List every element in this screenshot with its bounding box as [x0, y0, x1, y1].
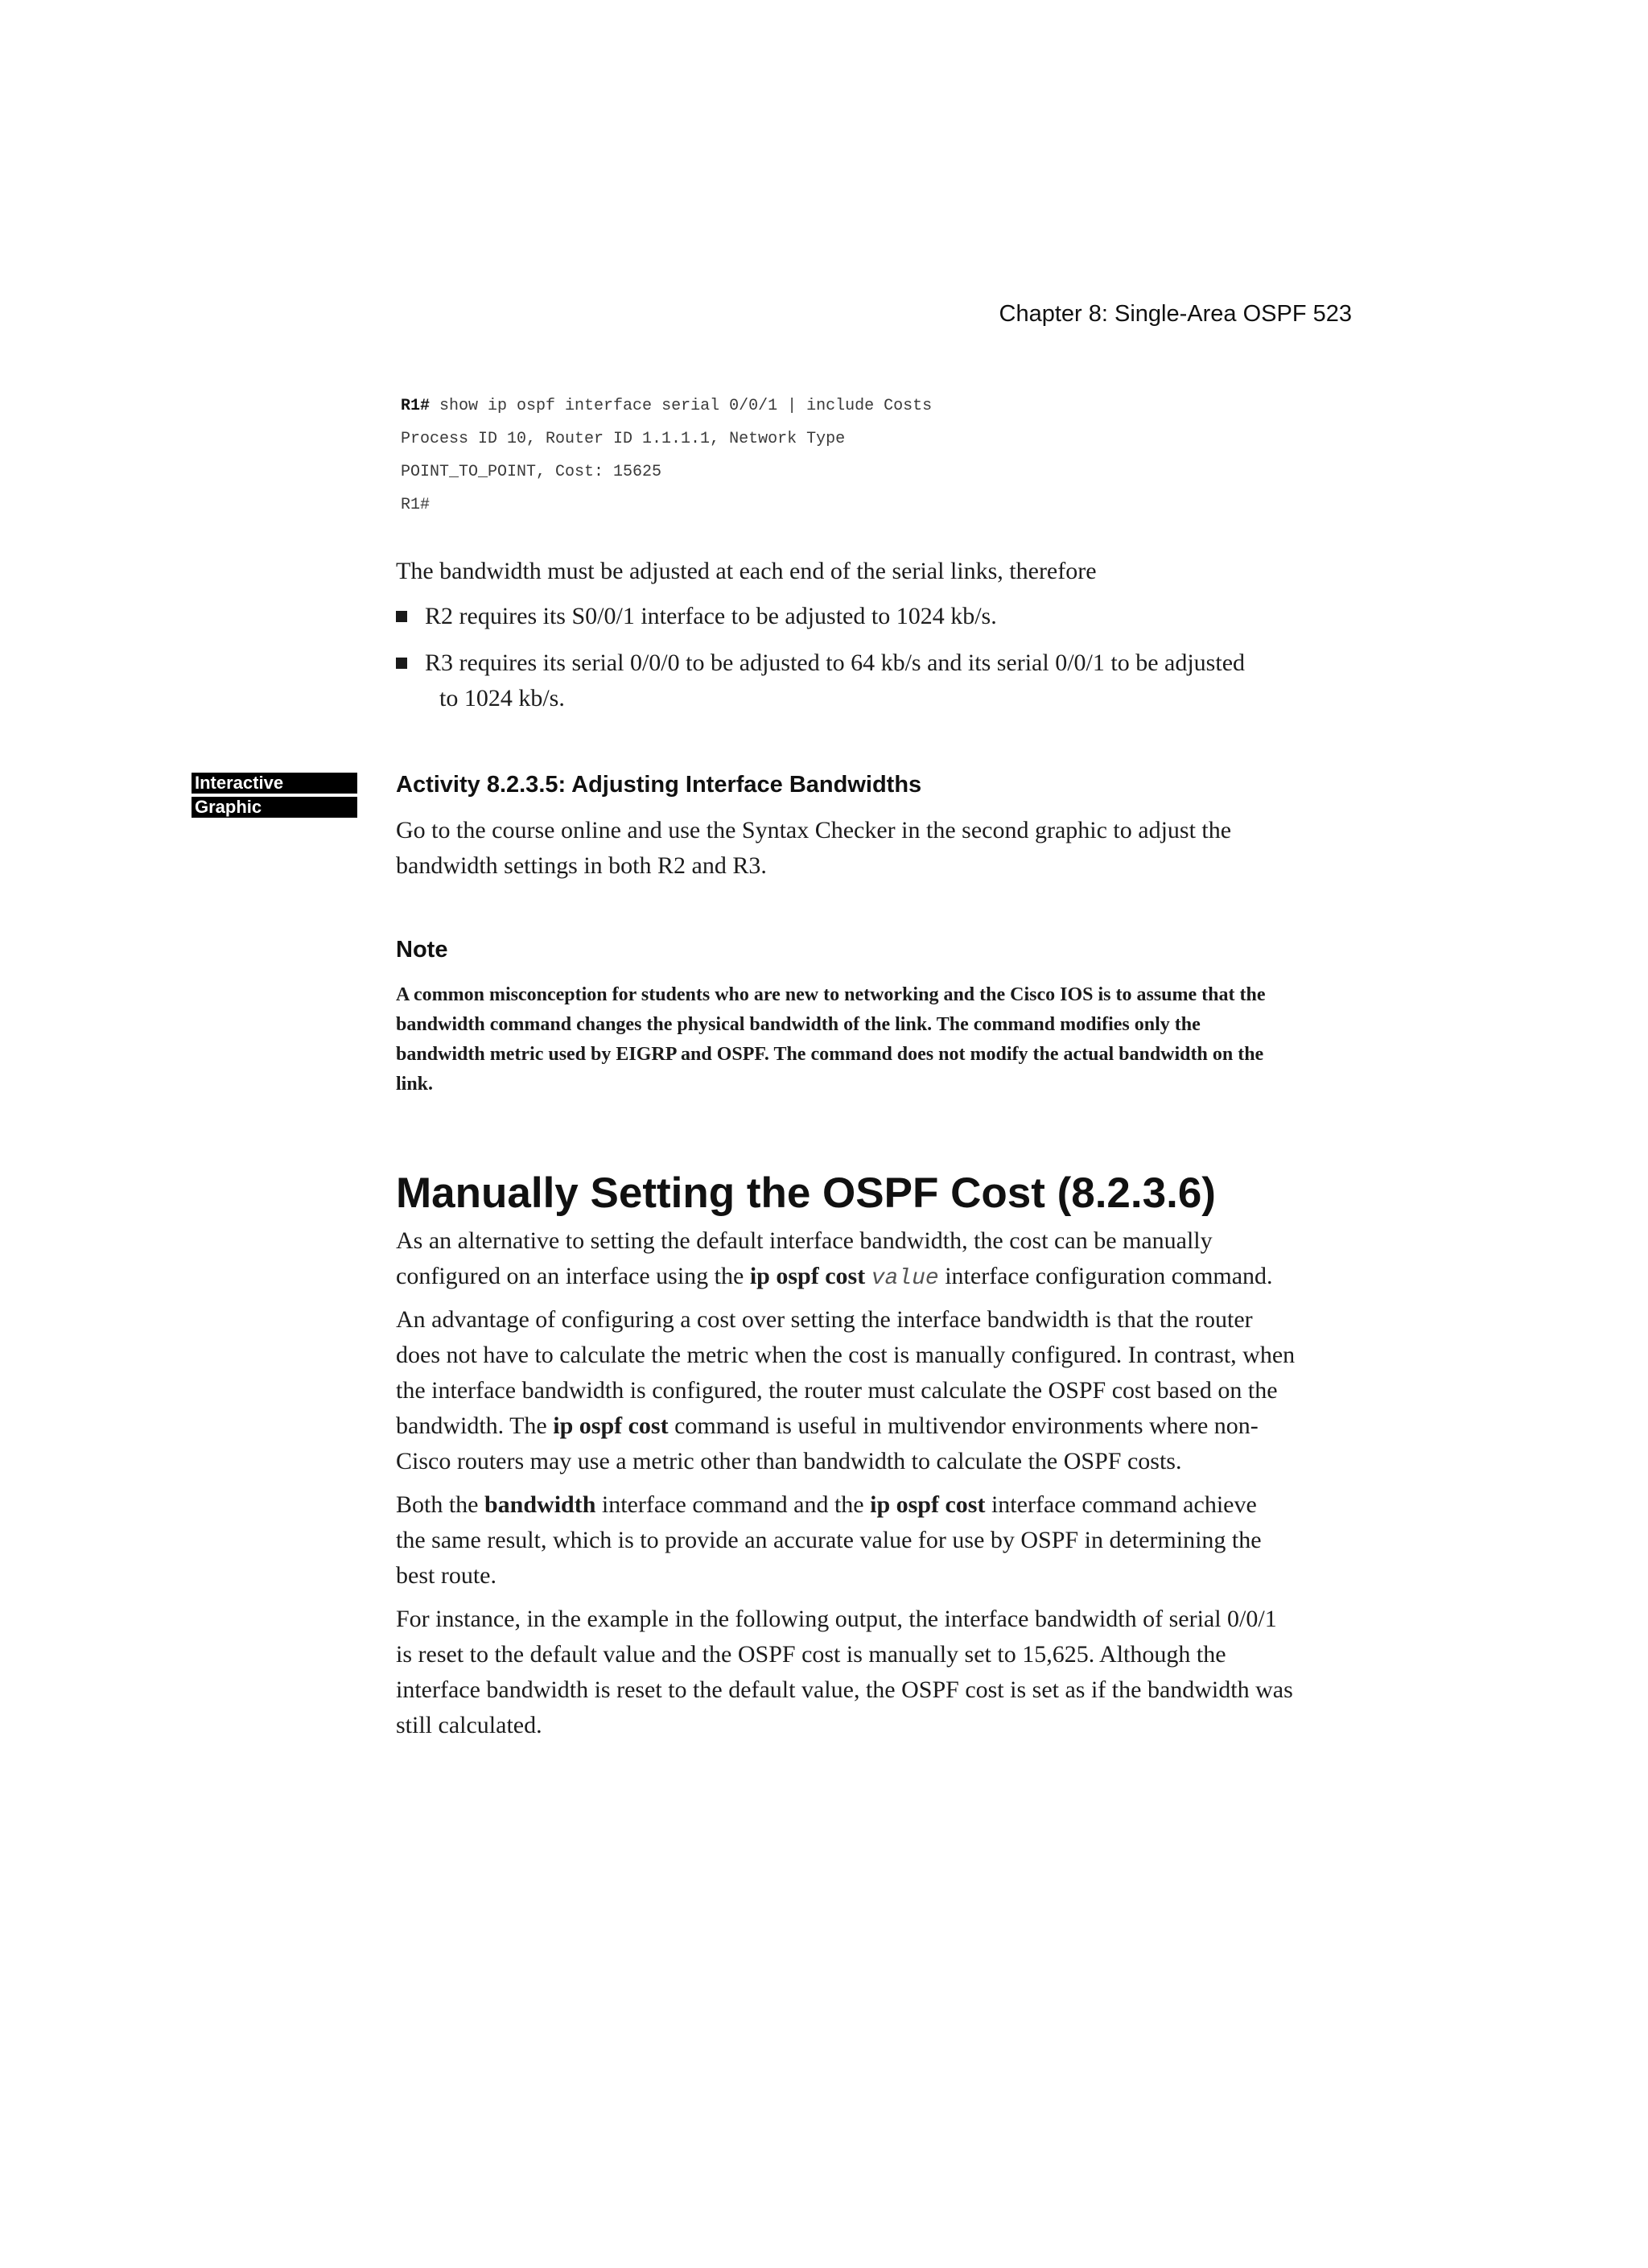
- command-argument: value: [871, 1266, 939, 1291]
- intro-paragraph: The bandwidth must be adjusted at each end of the serial links, therefore: [396, 558, 1097, 584]
- note-line: link.: [396, 1074, 434, 1095]
- code-output-line: POINT_TO_POINT, Cost: 15625: [401, 463, 662, 481]
- interactive-graphic-badge-line1: Interactive: [192, 773, 357, 794]
- code-prompt: R1#: [401, 397, 431, 415]
- paragraph-line: As an alternative to setting the default interface bandwidth, the cost can be manually: [396, 1227, 1213, 1254]
- paragraph-line: is reset to the default value and the OSPF cost is manually set to 15,625. Although the: [396, 1641, 1226, 1668]
- activity-title: Activity 8.2.3.5: Adjusting Interface Bandwidths: [396, 772, 922, 798]
- note-title: Note: [396, 937, 448, 963]
- code-line-command: [401, 396, 932, 417]
- running-head: Chapter 8: Single-Area OSPF 523: [999, 301, 1352, 327]
- paragraph-line: Both the bandwidth interface command and the ip ospf cost interface command achieve: [396, 1491, 1257, 1518]
- paragraph-line: bandwidth. The ip ospf cost command is useful in multivendor environments where non-: [396, 1412, 1259, 1439]
- paragraph-line: For instance, in the example in the following output, the interface bandwidth of serial 0/0/1: [396, 1606, 1277, 1632]
- bullet-square-icon: [396, 645, 412, 681]
- note-line: bandwidth command changes the physical bandwidth of the link. The command modifies only the: [396, 1014, 1201, 1035]
- code-command: show ip ospf interface serial 0/0/1 | include Costs: [430, 397, 933, 415]
- paragraph-line: Cisco routers may use a metric other than bandwidth to calculate the OSPF costs.: [396, 1448, 1182, 1474]
- paragraph-line: interface bandwidth is reset to the default value, the OSPF cost is set as if the bandwidth was: [396, 1676, 1293, 1703]
- paragraph-line: still calculated.: [396, 1712, 542, 1738]
- command-keyword: ip ospf cost: [870, 1491, 986, 1518]
- section-heading: Manually Setting the OSPF Cost (8.2.3.6): [396, 1169, 1216, 1217]
- paragraph-line: best route.: [396, 1562, 496, 1589]
- paragraph-line: the interface bandwidth is configured, the router must calculate the OSPF cost based on the: [396, 1377, 1278, 1404]
- interactive-graphic-badge-line2: Graphic: [192, 797, 357, 818]
- bullet-item: [396, 599, 1407, 634]
- code-output-line: R1#: [401, 496, 431, 514]
- paragraph-line: the same result, which is to provide an accurate value for use by OSPF in determining the: [396, 1527, 1262, 1553]
- note-line: A common misconception for students who are new to networking and the Cisco IOS is to assume that the: [396, 984, 1266, 1005]
- command-keyword: ip ospf cost: [553, 1412, 669, 1439]
- code-output-line: Process ID 10, Router ID 1.1.1.1, Network Type: [401, 430, 846, 448]
- paragraph-line: configured on an interface using the ip ospf cost value interface configuration command.: [396, 1263, 1273, 1291]
- activity-text-line: bandwidth settings in both R2 and R3.: [396, 852, 767, 879]
- command-keyword: ip ospf cost: [749, 1263, 866, 1289]
- command-keyword: bandwidth: [484, 1491, 596, 1518]
- bullet-item: [396, 645, 1407, 716]
- activity-text-line: Go to the course online and use the Syntax Checker in the second graphic to adjust the: [396, 817, 1232, 843]
- bullet-text: R2 requires its S0/0/1 interface to be adjusted to 1024 kb/s.: [425, 603, 997, 629]
- note-line: bandwidth metric used by EIGRP and OSPF. The command does not modify the actual bandwidth on the: [396, 1044, 1264, 1065]
- bullet-text-continued: to 1024 kb/s.: [439, 685, 565, 711]
- paragraph-line: An advantage of configuring a cost over setting the interface bandwidth is that the router: [396, 1306, 1253, 1333]
- bullet-text: R3 requires its serial 0/0/0 to be adjusted to 64 kb/s and its serial 0/0/1 to be adjusted: [425, 649, 1246, 676]
- paragraph-line: does not have to calculate the metric when the cost is manually configured. In contrast, when: [396, 1342, 1296, 1368]
- bullet-square-icon: [396, 599, 412, 634]
